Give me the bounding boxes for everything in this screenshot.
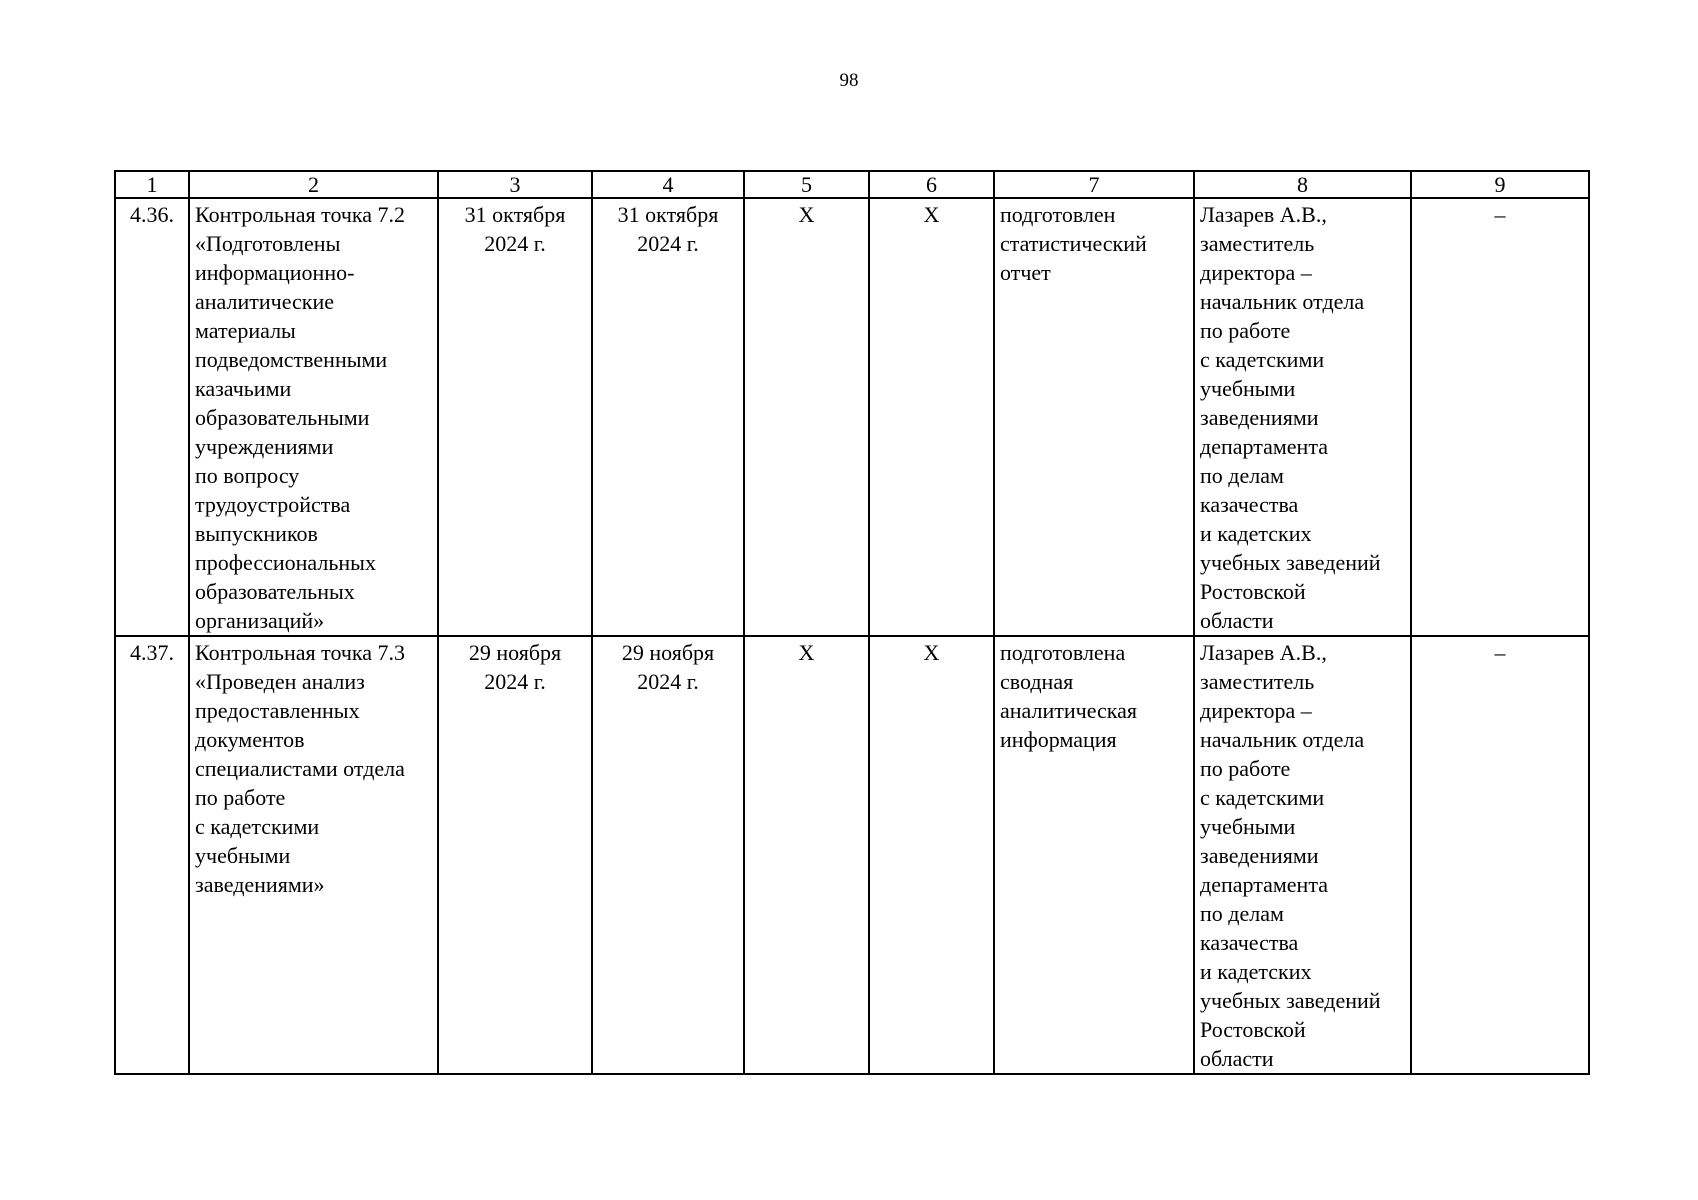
responsible-line: Ростовской xyxy=(1200,1017,1306,1042)
description-line: документов xyxy=(195,727,305,752)
responsible-line: по работе xyxy=(1200,318,1291,343)
start-date-line: 2024 г. xyxy=(484,669,546,694)
description-line: заведениями» xyxy=(195,872,325,897)
responsible-line: области xyxy=(1200,608,1274,633)
description-line: предоставленных xyxy=(195,698,360,723)
responsible-line: департамента xyxy=(1200,872,1328,897)
end-date-line: 2024 г. xyxy=(637,669,699,694)
responsible-line: заместитель xyxy=(1200,669,1315,694)
end-date-line: 2024 г. xyxy=(637,231,699,256)
responsible-line: Лазарев А.В., xyxy=(1200,202,1327,227)
responsible-cell xyxy=(1194,636,1411,1074)
description-line: казачьими xyxy=(195,376,292,401)
responsible-cell xyxy=(1194,198,1411,636)
start-date-line: 29 ноября xyxy=(468,640,562,665)
responsible-line: заместитель xyxy=(1200,231,1315,256)
start-date-line: 31 октября xyxy=(464,202,566,227)
description-line: учебными xyxy=(195,843,291,868)
result-line: подготовлена xyxy=(1000,640,1126,665)
col5-cell: X xyxy=(744,198,869,636)
header-cell-3: 3 xyxy=(438,171,592,198)
responsible-line: департамента xyxy=(1200,434,1328,459)
responsible-line: по делам xyxy=(1200,463,1284,488)
responsible-line: заведениями xyxy=(1200,843,1319,868)
description-line: информационно- xyxy=(195,260,355,285)
col6-cell: X xyxy=(869,636,994,1074)
responsible-line: учебных заведений xyxy=(1200,988,1381,1013)
description-cell xyxy=(189,636,438,1074)
header-cell-9: 9 xyxy=(1411,171,1589,198)
result-line: отчет xyxy=(1000,260,1051,285)
description-line: организаций» xyxy=(195,608,325,633)
responsible-line: с кадетскими xyxy=(1200,347,1325,372)
description-line: Контрольная точка 7.3 xyxy=(195,640,406,665)
header-cell-2: 2 xyxy=(189,171,438,198)
description-line: выпускников xyxy=(195,521,318,546)
start-date-line: 2024 г. xyxy=(484,231,546,256)
header-cell-4: 4 xyxy=(592,171,744,198)
responsible-line: Ростовской xyxy=(1200,579,1306,604)
page-number: 98 xyxy=(839,70,859,91)
end-date-line: 29 ноября xyxy=(621,640,715,665)
description-line: образовательных xyxy=(195,579,355,604)
result-cell xyxy=(994,636,1194,1074)
start-date-cell xyxy=(438,636,592,1074)
header-cell-5: 5 xyxy=(744,171,869,198)
responsible-line: учебных заведений xyxy=(1200,550,1381,575)
col5-cell: X xyxy=(744,636,869,1074)
description-line: по вопросу xyxy=(195,463,300,488)
plan-table xyxy=(114,170,1590,1075)
responsible-line: казачества xyxy=(1200,930,1299,955)
header-cell-6: 6 xyxy=(869,171,994,198)
description-line: аналитические xyxy=(195,289,335,314)
description-line: специалистами отдела xyxy=(195,756,405,781)
responsible-line: по делам xyxy=(1200,901,1284,926)
responsible-line: и кадетских xyxy=(1200,959,1312,984)
row-number-cell: 4.37. xyxy=(115,636,189,1074)
result-line: сводная xyxy=(1000,669,1074,694)
table-row xyxy=(115,636,1589,1074)
description-line: трудоустройства xyxy=(195,492,351,517)
end-date-cell xyxy=(592,636,744,1074)
row-number-cell: 4.36. xyxy=(115,198,189,636)
description-line: по работе xyxy=(195,785,286,810)
result-line: подготовлен xyxy=(1000,202,1116,227)
responsible-line: области xyxy=(1200,1046,1274,1071)
description-line: подведомственными xyxy=(195,347,388,372)
header-row xyxy=(115,171,1589,198)
responsible-line: казачества xyxy=(1200,492,1299,517)
description-line: с кадетскими xyxy=(195,814,320,839)
responsible-line: начальник отдела xyxy=(1200,289,1365,314)
col9-cell: – xyxy=(1411,198,1589,636)
responsible-line: по работе xyxy=(1200,756,1291,781)
description-line: «Проведен анализ xyxy=(195,669,365,694)
responsible-line: и кадетских xyxy=(1200,521,1312,546)
result-line: статистический xyxy=(1000,231,1147,256)
description-line: учреждениями xyxy=(195,434,334,459)
end-date-line: 31 октября xyxy=(617,202,719,227)
description-line: материалы xyxy=(195,318,296,343)
header-cell-1: 1 xyxy=(115,171,189,198)
description-line: «Подготовлены xyxy=(195,231,341,256)
responsible-line: учебными xyxy=(1200,814,1296,839)
result-line: аналитическая xyxy=(1000,698,1138,723)
start-date-cell xyxy=(438,198,592,636)
result-line: информация xyxy=(1000,727,1117,752)
col9-cell: – xyxy=(1411,636,1589,1074)
col6-cell: X xyxy=(869,198,994,636)
responsible-line: заведениями xyxy=(1200,405,1319,430)
responsible-line: директора – xyxy=(1200,698,1312,723)
responsible-line: директора – xyxy=(1200,260,1312,285)
header-cell-7: 7 xyxy=(994,171,1194,198)
responsible-line: Лазарев А.В., xyxy=(1200,640,1327,665)
responsible-line: учебными xyxy=(1200,376,1296,401)
description-line: Контрольная точка 7.2 xyxy=(195,202,406,227)
responsible-line: с кадетскими xyxy=(1200,785,1325,810)
responsible-line: начальник отдела xyxy=(1200,727,1365,752)
description-line: профессиональных xyxy=(195,550,376,575)
result-cell xyxy=(994,198,1194,636)
end-date-cell xyxy=(592,198,744,636)
table-row xyxy=(115,198,1589,636)
header-cell-8: 8 xyxy=(1194,171,1411,198)
description-line: образовательными xyxy=(195,405,370,430)
description-cell xyxy=(189,198,438,636)
